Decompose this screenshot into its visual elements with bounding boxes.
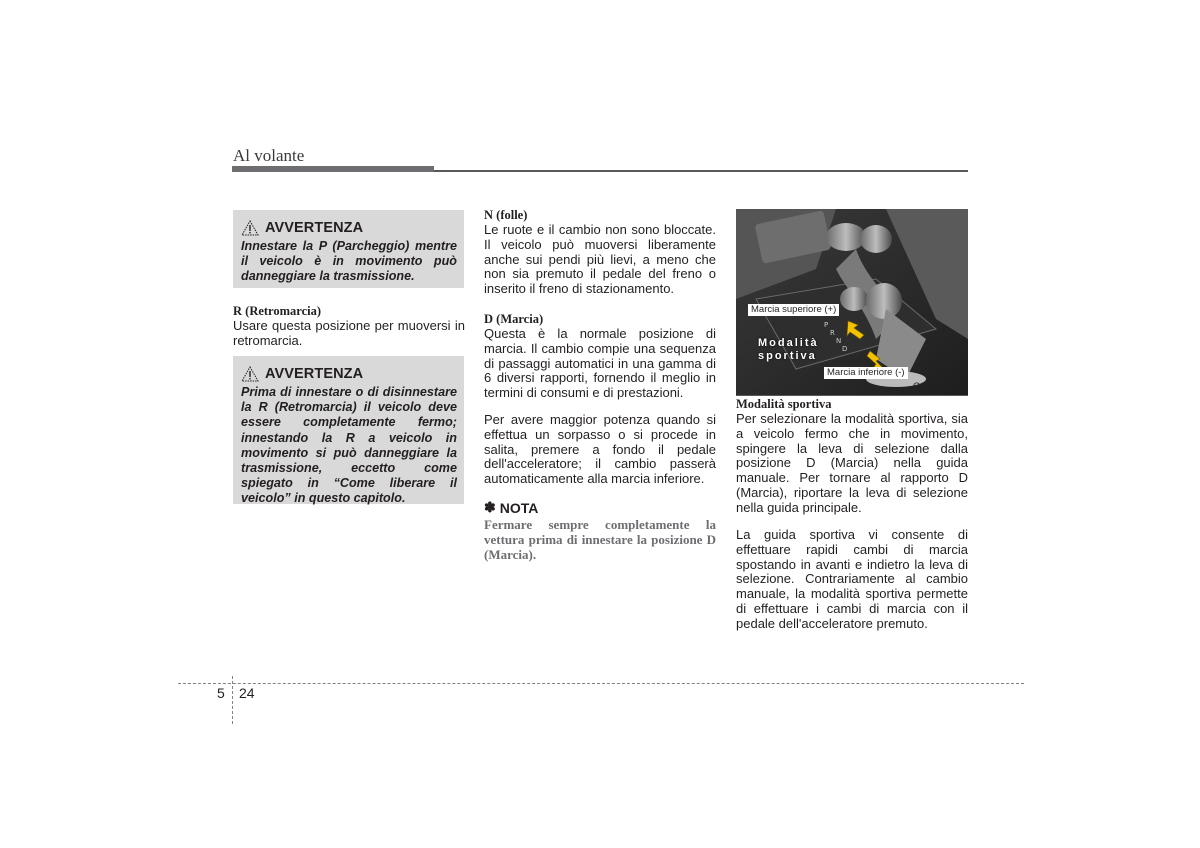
label-downshift: Marcia inferiore (-): [824, 367, 908, 379]
footer-divider: [178, 683, 1024, 684]
warning-box-reverse: [233, 356, 464, 504]
warning-title: AVVERTENZA: [265, 366, 364, 382]
header-rule-thick: [232, 166, 434, 172]
label-upshift: Marcia superiore (+): [748, 304, 839, 316]
page-number: 24: [239, 685, 255, 701]
warning-text: Prima di innestare o di disinnestare la R (Retromarcia) il veicolo deve essere completamente fermo; innestando la R a veicolo in movimento si può danneggiare la trasmissione, eccetto come spiegato in “Come liberare il veicolo” in questo capitolo.: [241, 385, 457, 506]
heading-neutral: N (folle): [484, 208, 528, 222]
note-title: NOTA: [499, 499, 539, 516]
warning-text: Innestare la P (Parcheggio) mentre il veicolo è in movimento può danneggiare la trasmissione.: [241, 239, 457, 284]
heading-sport-mode: Modalità sportiva: [736, 397, 832, 411]
warning-triangle-icon: [241, 366, 259, 382]
paragraph-drive: Questa è la normale posizione di marcia. Il cambio compie una sequenza di passaggi automatici in una gamma di 6 diversi rapporti, fornendo il meglio in termini di consumi e di prestazioni.: [484, 326, 716, 401]
label-mode-line1: Modalità: [758, 337, 819, 349]
gear-shifter-photo: [736, 209, 968, 395]
paragraph-kickdown: Per avere maggior potenza quando si effettua un sorpasso o si procede in salita, premere a fondo il pedale dell'acceleratore; il cambio passerà automaticamente alla marcia inferiore.: [484, 412, 716, 487]
heading-drive: D (Marcia): [484, 312, 544, 326]
heading-reverse: R (Retromarcia): [233, 304, 322, 318]
paragraph-reverse: Usare questa posizione per muoversi in retromarcia.: [233, 318, 465, 348]
warning-header: [241, 218, 457, 238]
svg-text:R: R: [830, 329, 835, 337]
paragraph-sport-mode: Per selezionare la modalità sportiva, sia a veicolo fermo che in movimento, spingere la leva di selezione dalla posizione D (Marcia) nella guida manuale. Per tornare al rapporto D (Marcia), riportare la leva di selezione nella guida principale.: [736, 411, 968, 515]
warning-triangle-icon: [241, 220, 259, 236]
note-star-icon: ✽: [484, 499, 496, 515]
warning-title: AVVERTENZA: [265, 220, 364, 236]
svg-text:D: D: [842, 345, 848, 353]
note-header: [484, 499, 538, 516]
section-title: Al volante: [233, 146, 305, 165]
header-rule-thin: [434, 170, 968, 172]
figure-code: OSL050011: [913, 381, 964, 392]
warning-box-park: [233, 210, 464, 288]
svg-text:N: N: [836, 337, 842, 345]
footer-vertical-divider: [232, 676, 233, 724]
svg-text:P: P: [824, 321, 829, 329]
figure-divider: [736, 395, 968, 396]
paragraph-sport-description: La guida sportiva vi consente di effettuare rapidi cambi di marcia spostando in avanti e indietro la leva di selezione. Contrariamente al cambio manuale, la modalità sportiva permette di effettuare i cambi di marcia con il pedale dell'acceleratore premuto.: [736, 527, 968, 631]
label-mode-line2: sportiva: [758, 350, 817, 362]
warning-header: [241, 364, 457, 384]
note-text: Fermare sempre completamente la vettura prima di innestare la posizione D (Marcia).: [484, 517, 716, 562]
paragraph-neutral: Le ruote e il cambio non sono bloccate. Il veicolo può muoversi liberamente anche sui pendi più lievi, a meno che non sia premuto il pedale del freno o inserito il freno di stazionamento.: [484, 222, 716, 297]
chapter-number: 5: [217, 685, 225, 701]
